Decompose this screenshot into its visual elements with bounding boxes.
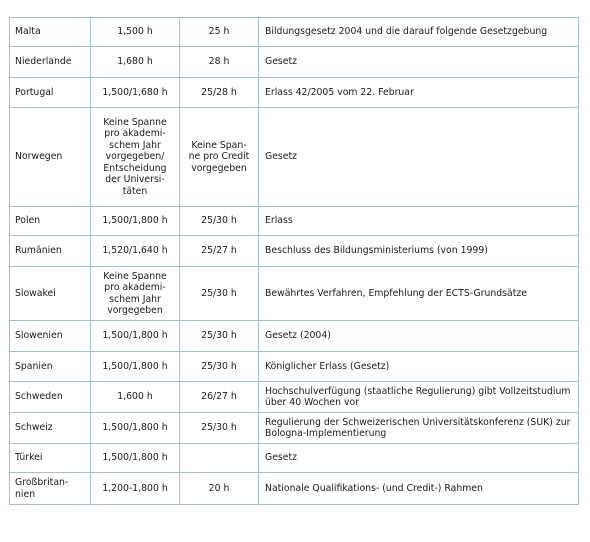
country-cell: Niederlande	[10, 47, 91, 78]
credit-cell	[180, 444, 259, 473]
country-cell: Schweiz	[10, 413, 91, 444]
table-body	[10, 18, 579, 505]
country-cell: Türkei	[10, 444, 91, 473]
credit-cell: 25/30 h	[180, 352, 259, 382]
table-row	[10, 108, 579, 207]
hours-cell: 1,500/1,800 h	[91, 444, 180, 473]
credit-cell: 25/30 h	[180, 267, 259, 321]
hours-cell: 1,600 h	[91, 382, 180, 413]
table-row	[10, 18, 579, 47]
credit-cell: 25/30 h	[180, 207, 259, 236]
credit-hours-table	[9, 17, 579, 505]
table-row	[10, 78, 579, 108]
hours-cell: 1,500 h	[91, 18, 180, 47]
legal-basis-cell: Gesetz (2004)	[259, 321, 579, 352]
country-cell: Slowakei	[10, 267, 91, 321]
country-cell: Spanien	[10, 352, 91, 382]
table-row	[10, 321, 579, 352]
hours-cell: Keine Spanne pro akademi- schem Jahr vorgegeben/ Entscheidung der Universi- täten	[91, 108, 180, 207]
credit-cell: 25/30 h	[180, 321, 259, 352]
country-cell: Norwegen	[10, 108, 91, 207]
hours-cell: 1,500/1,800 h	[91, 352, 180, 382]
hours-cell: 1,500/1,680 h	[91, 78, 180, 108]
table-row	[10, 236, 579, 267]
legal-basis-cell: Hochschulverfügung (staatliche Regulierung) gibt Vollzeitstudium über 40 Wochen vor	[259, 382, 579, 413]
hours-cell: 1,680 h	[91, 47, 180, 78]
table-row	[10, 47, 579, 78]
table-row	[10, 352, 579, 382]
hours-cell: 1,520/1,640 h	[91, 236, 180, 267]
credit-cell: 25/27 h	[180, 236, 259, 267]
legal-basis-cell: Gesetz	[259, 108, 579, 207]
legal-basis-cell: Königlicher Erlass (Gesetz)	[259, 352, 579, 382]
credit-cell: 28 h	[180, 47, 259, 78]
table-row	[10, 207, 579, 236]
legal-basis-cell: Regulierung der Schweizerischen Universitätskonferenz (SUK) zur Bologna-Implementierung	[259, 413, 579, 444]
credit-cell: 20 h	[180, 473, 259, 505]
table-row	[10, 267, 579, 321]
country-cell: Polen	[10, 207, 91, 236]
table-row	[10, 473, 579, 505]
country-cell: Schweden	[10, 382, 91, 413]
country-cell: Portugal	[10, 78, 91, 108]
hours-cell: 1,500/1,800 h	[91, 413, 180, 444]
credit-cell: 26/27 h	[180, 382, 259, 413]
legal-basis-cell: Bildungsgesetz 2004 und die darauf folgende Gesetzgebung	[259, 18, 579, 47]
credit-cell: 25 h	[180, 18, 259, 47]
hours-cell: 1,500/1,800 h	[91, 207, 180, 236]
legal-basis-cell: Erlass	[259, 207, 579, 236]
hours-cell: Keine Spanne pro akademi- schem Jahr vorgegeben	[91, 267, 180, 321]
credit-cell: 25/28 h	[180, 78, 259, 108]
country-cell: Großbritan- nien	[10, 473, 91, 505]
legal-basis-cell: Gesetz	[259, 444, 579, 473]
credit-cell: Keine Span- ne pro Credit vorgegeben	[180, 108, 259, 207]
country-cell: Malta	[10, 18, 91, 47]
legal-basis-cell: Gesetz	[259, 47, 579, 78]
hours-cell: 1,500/1,800 h	[91, 321, 180, 352]
legal-basis-cell: Erlass 42/2005 vom 22. Februar	[259, 78, 579, 108]
legal-basis-cell: Nationale Qualifikations- (und Credit-) Rahmen	[259, 473, 579, 505]
credit-cell: 25/30 h	[180, 413, 259, 444]
table-row	[10, 444, 579, 473]
table-row	[10, 382, 579, 413]
country-cell: Slowenien	[10, 321, 91, 352]
hours-cell: 1,200-1,800 h	[91, 473, 180, 505]
legal-basis-cell: Beschluss des Bildungsministeriums (von 1999)	[259, 236, 579, 267]
table-row	[10, 413, 579, 444]
legal-basis-cell: Bewährtes Verfahren, Empfehlung der ECTS-Grundsätze	[259, 267, 579, 321]
country-cell: Rumänien	[10, 236, 91, 267]
